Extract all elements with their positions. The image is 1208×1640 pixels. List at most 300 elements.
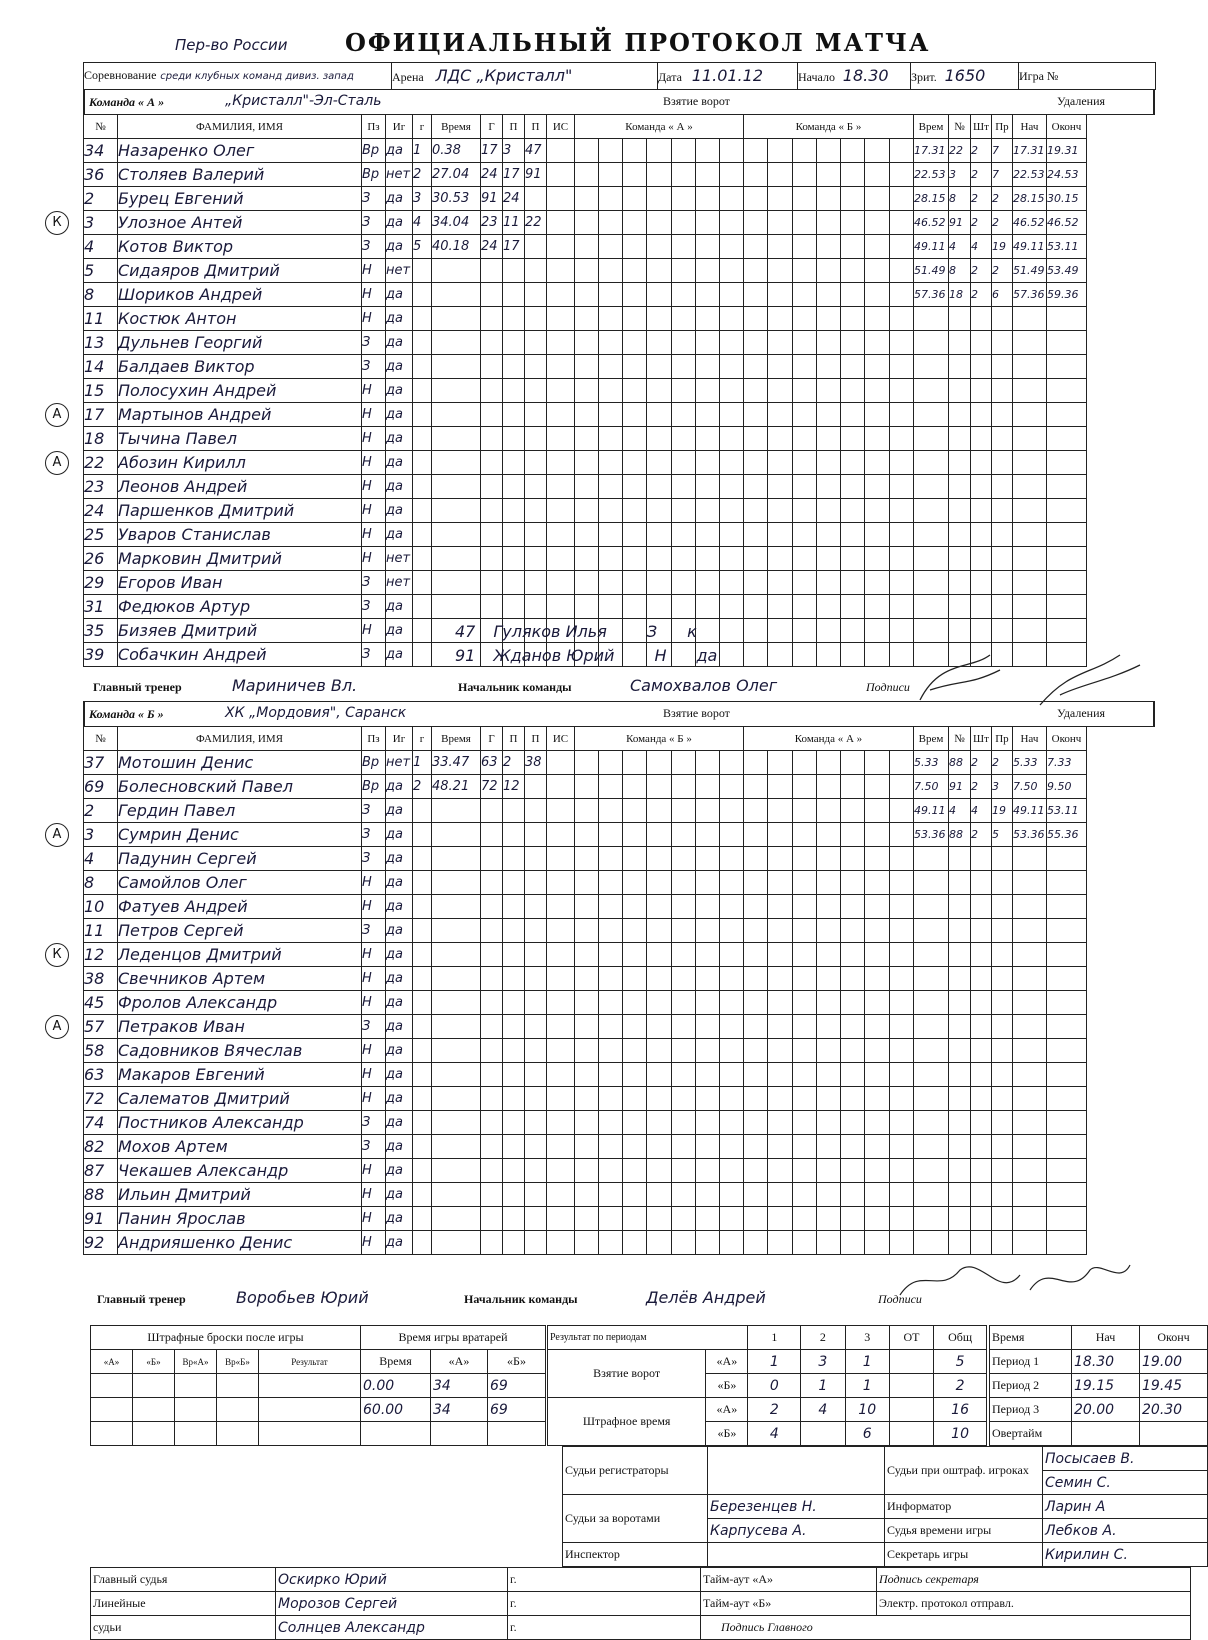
team-b-cell <box>841 871 865 895</box>
team-b-cell <box>889 1039 913 1063</box>
team-a-cell: Бизяев Дмитрий <box>118 619 362 643</box>
team-a-cell <box>575 523 599 547</box>
team-a-cell: Улозное Антей <box>118 211 362 235</box>
team-a-cell: да <box>386 475 413 499</box>
team-a-cell <box>913 499 948 523</box>
team-a-cell: 3 <box>413 187 432 211</box>
team-a-cell <box>841 259 865 283</box>
team-b-cell <box>623 1231 647 1255</box>
team-a-cell <box>481 547 503 571</box>
page-title: ОФИЦИАЛЬНЫЙ ПРОТОКОЛ МАТЧА <box>345 28 931 57</box>
team-b-cell <box>743 799 767 823</box>
team-b-cell: 7.50 <box>913 775 948 799</box>
team-a-cell <box>991 331 1012 355</box>
team-a-cell <box>503 499 525 523</box>
team-b-cell <box>695 1063 719 1087</box>
team-b-cell: 53.36 <box>1012 823 1046 847</box>
linesman-1-city: г. <box>508 1592 701 1616</box>
team-b-cell: 5 <box>991 823 1012 847</box>
team-a-row <box>84 427 1087 451</box>
team-b-cell <box>948 943 970 967</box>
start-value: 18.30 <box>842 65 889 85</box>
team-b-cell <box>991 967 1012 991</box>
team-a-cell: 59.36 <box>1046 283 1086 307</box>
team-b-cell <box>970 1111 991 1135</box>
captain-badge: А <box>45 403 69 427</box>
team-b-cell: 5.33 <box>1012 751 1046 775</box>
team-a-cell: Тычина Павел <box>118 427 362 451</box>
team-b-cell <box>695 775 719 799</box>
team-b-cell <box>768 967 792 991</box>
team-b-cell <box>816 943 840 967</box>
team-a-cell <box>547 379 575 403</box>
team-b-cell <box>991 1111 1012 1135</box>
team-a-row <box>84 595 1087 619</box>
team-a-cell <box>599 211 623 235</box>
team-a-cell <box>889 475 913 499</box>
team-b-cell: 33.47 <box>432 751 481 775</box>
team-a-cell <box>913 355 948 379</box>
team-b-cell <box>695 847 719 871</box>
team-b-cell <box>913 1063 948 1087</box>
team-a-cell <box>481 283 503 307</box>
goalie-change-pos: З <box>646 622 658 641</box>
team-b-cell: Фролов Александр <box>118 991 362 1015</box>
team-a-cell <box>743 211 767 235</box>
team-b-cell <box>547 847 575 871</box>
team-b-cell <box>970 1063 991 1087</box>
team-b-cell <box>719 751 743 775</box>
team-a-cell <box>525 547 547 571</box>
team-a-cell: 30.15 <box>1046 187 1086 211</box>
team-b-cell <box>525 1015 547 1039</box>
team-b-cell <box>816 1183 840 1207</box>
team-b-cell <box>547 1231 575 1255</box>
team-a-cell <box>547 163 575 187</box>
team-a-cell: 5 <box>413 235 432 259</box>
period-value <box>801 1422 845 1446</box>
team-a-cell <box>671 259 695 283</box>
team-a-cell <box>647 283 671 307</box>
team-a-cell <box>481 451 503 475</box>
team-b-cell <box>816 751 840 775</box>
team-a-cell <box>671 307 695 331</box>
team-a-cell <box>792 187 816 211</box>
team-b-cell <box>647 1039 671 1063</box>
team-a-cell <box>647 499 671 523</box>
team-b-cell <box>432 1231 481 1255</box>
team-a-cell <box>481 307 503 331</box>
team-b-cell <box>948 1063 970 1087</box>
team-a-cell <box>547 499 575 523</box>
team-b-cell: да <box>386 967 413 991</box>
team-b-cell: 19 <box>991 799 1012 823</box>
referee-value: Оскирко Юрий <box>276 1568 508 1592</box>
team-b-cell <box>413 1087 432 1111</box>
team-a-cell <box>432 331 481 355</box>
goalie-change-play: к <box>687 622 697 641</box>
team-a-col-header: Пр <box>991 115 1012 139</box>
team-a-cell <box>525 331 547 355</box>
team-b-cell <box>970 1231 991 1255</box>
team-b-cell <box>841 1135 865 1159</box>
team-a-cell: 51.49 <box>913 259 948 283</box>
team-b-cell <box>889 1063 913 1087</box>
team-b-cell: 58 <box>84 1039 118 1063</box>
team-a-cell: 34.04 <box>432 211 481 235</box>
team-b-cell: 5.33 <box>913 751 948 775</box>
team-a-cell <box>719 403 743 427</box>
team-b-cell <box>991 895 1012 919</box>
team-b-cell <box>432 1183 481 1207</box>
team-b-cell <box>816 967 840 991</box>
team-b-cell <box>695 895 719 919</box>
team-a-cell <box>695 523 719 547</box>
team-b-cell: Леденцов Дмитрий <box>118 943 362 967</box>
team-b-cell <box>671 1015 695 1039</box>
team-a-cell <box>889 259 913 283</box>
team-b-cell <box>1012 1183 1046 1207</box>
team-b-cell <box>647 1207 671 1231</box>
team-a-cell <box>768 499 792 523</box>
team-b-cell: да <box>386 1231 413 1255</box>
team-a-cell <box>719 427 743 451</box>
team-a-cell <box>841 187 865 211</box>
team-b-cell <box>413 1111 432 1135</box>
team-a-cell <box>948 571 970 595</box>
team-b-cell: 37 <box>84 751 118 775</box>
team-a-cell: 17 <box>481 139 503 163</box>
team-b-col-header: Команда « А » <box>743 727 913 751</box>
team-b-cell <box>816 1231 840 1255</box>
team-b-cell <box>889 871 913 895</box>
team-a-cell <box>865 307 889 331</box>
team-a-cell <box>719 187 743 211</box>
team-a-cell: 25 <box>84 523 118 547</box>
team-a-cell <box>1046 331 1086 355</box>
team-a-cell <box>432 307 481 331</box>
team-b-cell <box>792 847 816 871</box>
arena-label: Арена <box>392 69 424 84</box>
period-col: 3 <box>845 1326 889 1350</box>
team-b-cell <box>816 1063 840 1087</box>
team-a-cell <box>413 475 432 499</box>
team-b-cell <box>841 1111 865 1135</box>
team-b-cell: да <box>386 1063 413 1087</box>
team-b-cell: да <box>386 1111 413 1135</box>
registrars-label: Судьи регистраторы <box>563 1447 708 1495</box>
team-b-cell: З <box>362 799 386 823</box>
team-b-cell <box>547 823 575 847</box>
team-a-cell <box>841 139 865 163</box>
team-b-cell <box>547 967 575 991</box>
team-a-cell <box>671 139 695 163</box>
team-b-cell <box>1012 847 1046 871</box>
team-b-cell <box>865 751 889 775</box>
team-a-cell: Н <box>362 427 386 451</box>
team-b-col-header: Пр <box>991 727 1012 751</box>
team-b-cell: Петраков Иван <box>118 1015 362 1039</box>
team-a-cell <box>865 379 889 403</box>
team-a-cell <box>547 187 575 211</box>
team-a-cell <box>432 403 481 427</box>
team-b-cell <box>695 967 719 991</box>
period-value: 4 <box>748 1422 801 1446</box>
goalie-time-cell: 34 <box>431 1374 488 1398</box>
team-a-row <box>84 259 1087 283</box>
team-a-cell <box>599 403 623 427</box>
team-b-cell <box>948 1183 970 1207</box>
team-b-cell <box>503 943 525 967</box>
team-a-cell: 28.15 <box>1012 187 1046 211</box>
team-a-cell: 4 <box>413 211 432 235</box>
team-a-cell: Н <box>362 547 386 571</box>
team-b-cell <box>841 799 865 823</box>
goalie-change-entry <box>455 646 717 665</box>
team-b-cell <box>991 871 1012 895</box>
team-b-cell <box>719 1111 743 1135</box>
team-b-row <box>84 919 1087 943</box>
team-b-cell <box>768 1159 792 1183</box>
team-b-cell <box>575 847 599 871</box>
team-b-cell <box>503 991 525 1015</box>
team-a-cell: З <box>362 211 386 235</box>
team-a-cell: да <box>386 523 413 547</box>
team-a-cell <box>623 523 647 547</box>
team-b-cell <box>647 871 671 895</box>
team-a-cell <box>525 595 547 619</box>
team-b-cell <box>525 919 547 943</box>
team-a-cell: Мартынов Андрей <box>118 403 362 427</box>
team-b-cell: 2 <box>503 751 525 775</box>
team-b-cell <box>575 1183 599 1207</box>
team-a-cell <box>1012 427 1046 451</box>
team-a-cell: 7 <box>991 139 1012 163</box>
team-b-cell <box>792 1135 816 1159</box>
team-a-cell <box>481 379 503 403</box>
team-b-cell <box>623 871 647 895</box>
team-b-cell: Мохов Артем <box>118 1135 362 1159</box>
team-a-cell <box>432 523 481 547</box>
team-a-cell <box>547 283 575 307</box>
team-a-cell <box>792 475 816 499</box>
team-a-cell: 27.04 <box>432 163 481 187</box>
team-b-cell <box>671 991 695 1015</box>
team-b-cell <box>647 1063 671 1087</box>
team-a-cell <box>1012 619 1046 643</box>
team-b-cell <box>719 799 743 823</box>
team-b-cell <box>671 1111 695 1135</box>
team-b-cell: Чекашев Александр <box>118 1159 362 1183</box>
team-b-cell <box>768 1039 792 1063</box>
team-a-cell <box>792 619 816 643</box>
team-b-cell <box>695 943 719 967</box>
team-b-cell: да <box>386 943 413 967</box>
team-b-cell <box>768 799 792 823</box>
team-a-cell <box>647 571 671 595</box>
team-b-cell <box>525 991 547 1015</box>
team-b-cell <box>792 751 816 775</box>
team-a-cell <box>841 163 865 187</box>
team-b-cell <box>547 1135 575 1159</box>
team-a-cell <box>743 427 767 451</box>
team-b-signature-label: Подписи <box>878 1292 922 1306</box>
team-b-row <box>84 991 1087 1015</box>
team-b-cell <box>671 775 695 799</box>
team-a-cell <box>816 475 840 499</box>
team-b-cell <box>432 943 481 967</box>
team-b-cell <box>948 1159 970 1183</box>
team-b-cell: 63 <box>481 751 503 775</box>
period-times-col: Нач <box>1072 1326 1140 1350</box>
team-b-cell <box>1046 1135 1086 1159</box>
period-value: 1 <box>748 1350 801 1374</box>
team-a-cell <box>575 283 599 307</box>
team-b-cell <box>913 1039 948 1063</box>
team-a-cell: да <box>386 643 413 667</box>
team-a-coach-label: Главный тренер <box>93 680 182 694</box>
team-a-cell <box>743 187 767 211</box>
team-a-cell <box>1012 499 1046 523</box>
period-end <box>1140 1422 1208 1446</box>
team-b-cell <box>1012 919 1046 943</box>
period-value: 5 <box>934 1350 987 1374</box>
team-a-cell <box>575 331 599 355</box>
team-b-cell <box>970 1159 991 1183</box>
team-a-cell <box>913 619 948 643</box>
team-b-cell: 8 <box>84 871 118 895</box>
team-b-cell <box>948 895 970 919</box>
team-b-cell <box>719 775 743 799</box>
team-b-cell <box>841 847 865 871</box>
team-b-cell <box>575 1039 599 1063</box>
team-b-cell <box>695 1135 719 1159</box>
team-b-cell <box>889 991 913 1015</box>
team-b-cell <box>743 1135 767 1159</box>
team-b-cell <box>743 871 767 895</box>
date-value: 11.01.12 <box>691 65 763 85</box>
team-a-cell <box>575 595 599 619</box>
team-a-cell: 2 <box>413 163 432 187</box>
team-a-cell <box>743 499 767 523</box>
team-a-cell <box>816 139 840 163</box>
team-b-cell <box>671 871 695 895</box>
team-a-cell <box>671 523 695 547</box>
team-b-cell <box>671 1183 695 1207</box>
team-a-cell <box>623 571 647 595</box>
team-a-cell <box>695 259 719 283</box>
team-b-cell <box>816 871 840 895</box>
team-b-cell <box>695 799 719 823</box>
team-b-cell: Н <box>362 895 386 919</box>
team-a-cell <box>948 595 970 619</box>
team-b-cell <box>1046 919 1086 943</box>
team-b-cell <box>547 1207 575 1231</box>
team-a-cell <box>623 475 647 499</box>
team-a-cell <box>503 595 525 619</box>
team-b-cell <box>503 1159 525 1183</box>
team-b-cell <box>841 751 865 775</box>
team-a-cell <box>970 307 991 331</box>
team-b-cell <box>792 1207 816 1231</box>
team-a-cell: 4 <box>84 235 118 259</box>
team-a-cell <box>743 307 767 331</box>
team-a-cell: Н <box>362 379 386 403</box>
team-b-cell: да <box>386 1207 413 1231</box>
team-b-cell: Постников Александр <box>118 1111 362 1135</box>
team-a-cell: Н <box>362 451 386 475</box>
team-a-cell <box>841 475 865 499</box>
goal-judges-label: Судьи за воротами <box>563 1495 708 1543</box>
team-b-row <box>84 967 1087 991</box>
team-b-cell <box>432 1207 481 1231</box>
team-b-cell <box>816 799 840 823</box>
team-a-cell <box>1012 475 1046 499</box>
team-b-cell: да <box>386 1015 413 1039</box>
team-b-cell <box>889 943 913 967</box>
team-a-cell <box>1012 355 1046 379</box>
team-a-cell <box>599 355 623 379</box>
team-b-cell <box>575 991 599 1015</box>
team-b-cell <box>647 895 671 919</box>
team-a-cell <box>816 211 840 235</box>
team-a-cell <box>889 547 913 571</box>
team-a-cell <box>865 523 889 547</box>
team-a-cell: да <box>386 187 413 211</box>
team-a-cell <box>743 595 767 619</box>
team-b-cell <box>432 823 481 847</box>
team-b-cell: Вр <box>362 751 386 775</box>
team-a-cell: Столяев Валерий <box>118 163 362 187</box>
team-a-cell <box>547 595 575 619</box>
team-a-cell <box>575 379 599 403</box>
team-a-cell <box>647 331 671 355</box>
team-a-cell <box>623 451 647 475</box>
team-b-cell <box>695 1111 719 1135</box>
team-a-cell <box>575 403 599 427</box>
team-a-cell: 34 <box>84 139 118 163</box>
team-b-cell <box>503 823 525 847</box>
arena-value: ЛДС „Кристалл" <box>435 65 573 85</box>
shootout-col: Вр«Б» <box>217 1350 259 1374</box>
team-a-cell <box>1012 571 1046 595</box>
team-b-cell <box>991 991 1012 1015</box>
team-b-cell <box>792 1039 816 1063</box>
team-a-cell: Шориков Андрей <box>118 283 362 307</box>
team-a-cell <box>948 403 970 427</box>
team-a-cell: 4 <box>970 235 991 259</box>
team-a-cell: да <box>386 595 413 619</box>
team-a-cell <box>719 595 743 619</box>
team-a-cell: 24 <box>481 235 503 259</box>
period-value: 4 <box>801 1398 845 1422</box>
team-b-cell: 69 <box>84 775 118 799</box>
team-a-cell <box>865 235 889 259</box>
team-b-cell <box>970 1183 991 1207</box>
team-a-cell <box>547 211 575 235</box>
team-a-cell <box>768 139 792 163</box>
team-b-cell <box>481 1231 503 1255</box>
team-a-cell <box>647 595 671 619</box>
team-a-cell <box>768 523 792 547</box>
team-a-cell <box>525 307 547 331</box>
officials-table <box>562 1446 1208 1567</box>
team-b-cell <box>913 1231 948 1255</box>
team-b-cell <box>841 1159 865 1183</box>
team-b-cell <box>599 823 623 847</box>
period-value: 1 <box>845 1374 889 1398</box>
team-a-cell <box>816 427 840 451</box>
